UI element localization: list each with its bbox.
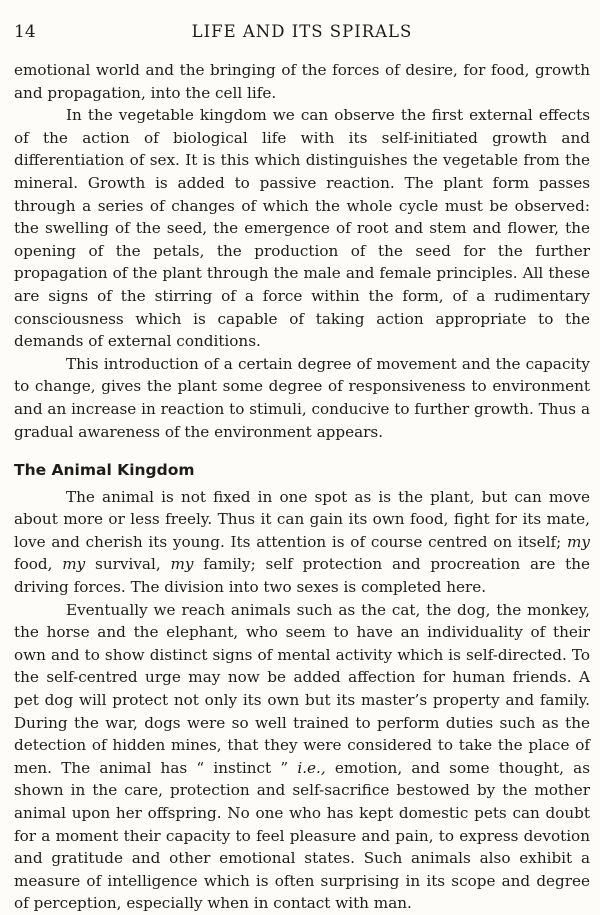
text-run: emotion, and some thought, as shown in the care, protection and self-sacrifice bestowed by the mother animal upon her offspring. No one who has kept domestic pets can doubt for a moment their capacity to feel pleasure and pain, to express devotion and gratitude and other emotional states. Such animals also exhibit a measure of intelligence which is often surprising in its scope and degree of perception, especially when in contact with man. — [14, 758, 590, 913]
running-title: LIFE AND ITS SPIRALS — [191, 22, 413, 41]
page-number: 14 — [14, 22, 36, 42]
text-run: food, — [14, 555, 63, 574]
section-heading: The Animal Kingdom — [14, 461, 195, 480]
paragraph: In the vegetable kingdom we can observe the first external effects of the action of biological life with its self-initiated growth and differentiation of sex. It is this which distinguishes the vegetable from the mineral. Growth is added to passive reaction. The plant form passes through a series of changes of which the whole cycle must be observed: the swelling of the seed, the emergence of root and stem and flower, the opening of the petals, the production of the seed for the further propagation of the plant through the male and female principles. All these are signs of the stirring of a force within the form, of a rudimentary consciousness which is capable of taking action appropriate to the demands of external conditions. — [14, 106, 590, 351]
paragraph: emotional world and the bringing of the forces of desire, for food, growth and propagation, into the cell life. — [14, 61, 590, 102]
paragraph — [14, 599, 590, 915]
emphasis: my — [567, 532, 590, 551]
emphasis: i.e., — [297, 758, 326, 777]
text-run: Eventually we reach animals such as the cat, the dog, the monkey, the horse and the elephant, who seem to have an individuality of their own and to show distinct signs of mental activity which is self-directed. To the self-centred urge may now be added affection for human friends. A pet dog will protect not only its own but its master’s property and family. During the war, dogs were so well trained to perform duties such as the detection of hidden mines, that they were considered to take the place of men. The animal has “ instinct ” — [14, 600, 590, 777]
emphasis: my — [170, 555, 194, 574]
running-head — [14, 22, 590, 48]
emphasis: my — [62, 555, 86, 574]
paragraph — [14, 486, 590, 599]
text-run: survival, — [85, 555, 171, 574]
body-text — [14, 59, 590, 915]
text-run: The animal is not fixed in one spot as is the plant, but can move about more or less freely. Thus it can gain its own food, fight for its mate, love and cherish its young. Its attention is of course centred on itself; — [14, 487, 590, 551]
paragraph: This introduction of a certain degree of movement and the capacity to change, gives the plant some degree of responsiveness to environment and an increase in reaction to stimuli, conducive to further growth. Thus a gradual awareness of the environment appears. — [14, 354, 590, 441]
text-run: family; self protection and procreation are the driving forces. The division into two sexes is completed here. — [14, 555, 590, 597]
